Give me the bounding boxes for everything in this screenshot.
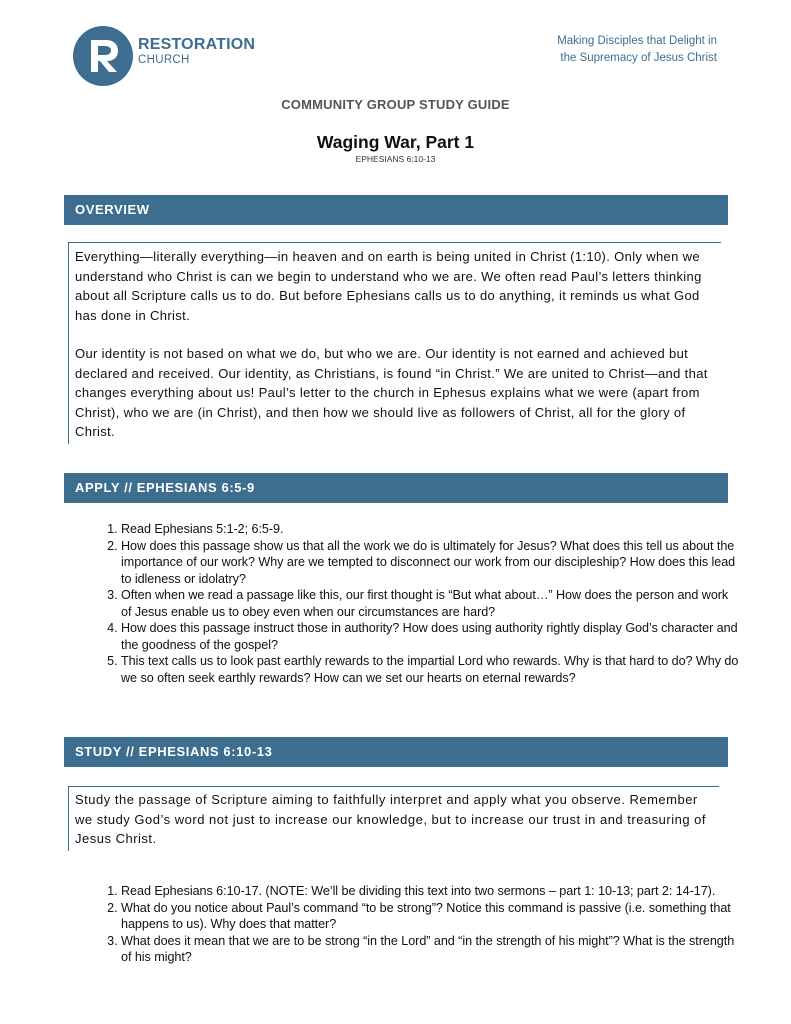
guide-title: COMMUNITY GROUP STUDY GUIDE xyxy=(281,97,510,112)
list-item: 1. Read Ephesians 5:1-2; 6:5-9. xyxy=(121,521,741,538)
tagline-line-2: the Supremacy of Jesus Christ xyxy=(560,52,717,64)
church-logo-text xyxy=(138,37,255,67)
apply-heading: APPLY // EPHESIANS 6:5-9 xyxy=(64,473,728,503)
overview-paragraph-1: Everything—literally everything—in heaven and on earth is being united in Christ (1:10). Only when we understand who Christ is can we begin to understand who we are. We often read Paul’s letters thinking about all Scripture calls us to do. But before Ephesians calls us to do anything, it reminds us what God has done in Christ. xyxy=(75,249,702,323)
study-heading: STUDY // EPHESIANS 6:10-13 xyxy=(64,737,728,767)
tagline xyxy=(557,33,717,67)
list-item: 5. This text calls us to look past earthly rewards to the impartial Lord who rewards. Why is that hard to do? Why do we so often seek earthly rewards? How can we set our hearts on eternal rewards? xyxy=(121,653,741,686)
overview-box xyxy=(68,242,721,444)
list-item: 2. How does this passage show us that all the work we do is ultimately for Jesus? What does this tell us about the importance of our work? Why are we tempted to disconnect our work from our discipleship? How does this lead to idleness or idolatry? xyxy=(121,538,741,588)
list-item: 2. What do you notice about Paul’s command “to be strong”? Notice this command is passive (i.e. something that happens to us). Why does that matter? xyxy=(121,900,741,933)
overview-heading: OVERVIEW xyxy=(64,195,728,225)
tagline-line-1: Making Disciples that Delight in xyxy=(557,35,717,47)
church-logo-icon xyxy=(73,26,133,86)
list-item: 1. Read Ephesians 6:10-17. (NOTE: We’ll be dividing this text into two sermons – part 1: 10-13; part 2: 14-17). xyxy=(121,883,741,900)
study-intro: Study the passage of Scripture aiming to faithfully interpret and apply what you observe. Remember we study God’s word not just to increase our knowledge, but to increase our trust in and treasuring of Jesus Christ. xyxy=(75,792,707,846)
scripture-reference: EPHESIANS 6:10-13 xyxy=(355,154,436,164)
list-item: 3. What does it mean that we are to be strong “in the Lord” and “in the strength of his might”? What is the strength of his might? xyxy=(121,933,741,966)
logo-line-2: CHURCH xyxy=(138,54,190,66)
study-intro-box xyxy=(68,786,719,851)
logo-line-1: RESTORATION xyxy=(138,36,256,53)
overview-paragraph-2: Our identity is not based on what we do, but who we are. Our identity is not earned and achieved but declared and received. Our identity, as Christians, is found “in Christ.” We are united to Christ—and that changes everything about us! Paul’s letter to the church in Ephesus explains what we were (apart from Christ), who we are (in Christ), and then how we should live as followers of Christ, all for the glory of Christ. xyxy=(75,346,708,439)
list-item: 3. Often when we read a passage like this, our first thought is “But what about…” How does the person and work of Jesus enable us to obey even when our circumstances are hard? xyxy=(121,587,741,620)
study-question-list xyxy=(100,883,741,966)
apply-question-list xyxy=(100,521,741,686)
sermon-title: Waging War, Part 1 xyxy=(316,132,475,152)
list-item: 4. How does this passage instruct those in authority? How does using authority rightly display God’s character and the goodness of the gospel? xyxy=(121,620,741,653)
